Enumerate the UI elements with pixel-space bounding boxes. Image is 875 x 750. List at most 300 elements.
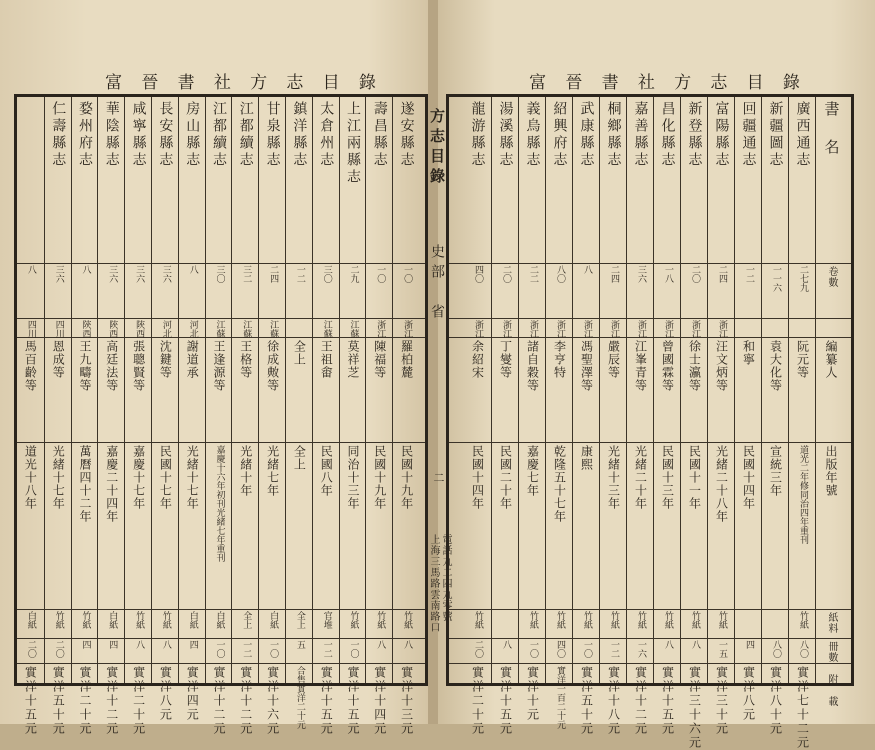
cell-name [708,97,735,263]
cell-year [72,442,99,609]
cell-region [72,318,99,337]
cell-vol [492,263,519,318]
cell-compiler-text: 恩成等 [51,340,66,379]
cell-year [627,442,654,609]
cell-paper-text: 白紙 [214,611,225,629]
header-char: 富 [529,73,547,93]
cell-paper [366,609,393,638]
cell-vol [464,263,491,318]
cell-year [492,442,519,609]
cell-name [313,97,340,263]
cell-year [546,442,573,609]
cell-compiler [708,337,735,442]
cell-paper-text: 白紙 [107,611,118,629]
cell-price [45,663,72,736]
table-row [761,97,789,736]
cell-vol [789,263,816,318]
heading-name-text: 書 名 [822,101,841,158]
cell-vol [313,263,340,318]
cell-count-text: 八〇 [798,640,808,658]
cell-name [762,97,789,263]
table-row [178,97,206,722]
table-row [124,97,152,736]
cell-price [762,663,789,736]
cell-compiler-text: 高廷法等 [104,340,119,392]
table-row [285,97,313,729]
cell-price-text: 實洋七十二元 [795,666,810,750]
cell-count [492,638,519,663]
cell-count-text: 八 [501,640,511,649]
cell-vol [125,263,152,318]
heading-count [816,638,846,707]
cell-region [366,318,393,337]
cell-name-text: 上江兩縣志 [344,101,361,186]
cell-region-text: 浙江 [501,320,511,338]
cell-vol [259,263,286,318]
cell-compiler [259,337,286,442]
cell-count [72,638,99,663]
cell-count [17,638,44,663]
cell-region [45,318,72,337]
page-number: 二 [432,472,445,483]
cell-vol [206,263,233,318]
cell-compiler-text: 嚴辰等 [606,340,621,379]
cell-compiler-text: 阮元等 [795,340,810,379]
cell-compiler-text: 莫祥芝 [345,340,360,379]
cell-vol [366,263,393,318]
cell-region-text: 江蘇 [348,320,359,338]
table-row [97,97,125,736]
header-char: 晉 [565,73,583,93]
cell-name [152,97,179,263]
cell-region [393,318,420,337]
cell-name [17,97,44,263]
cell-region [681,318,708,337]
cell-count-text: 四 [187,640,198,649]
cell-count-text: 八〇 [771,640,781,658]
cell-region [125,318,152,337]
cell-count [519,638,546,663]
cell-year-text: 道光二年修同治四年重刊 [798,445,808,544]
cell-paper-text: 竹紙 [348,611,359,629]
cell-price-text: 實洋二十元 [470,666,485,736]
cell-paper [98,609,125,638]
cell-region [627,318,654,337]
cell-year-text: 光緒七年 [265,445,280,497]
table-row [599,97,627,736]
cell-price [789,663,816,750]
cell-year [206,442,233,609]
cell-count [366,638,393,663]
cell-count-text: 一二 [241,640,252,658]
cell-price-text: 實洋三十元 [714,666,729,736]
cell-region [789,318,816,337]
cell-vol-text: 一一六 [771,265,781,292]
cell-paper-text: 竹紙 [555,611,565,629]
cell-name-text: 湯溪縣志 [497,101,514,169]
cell-region [340,318,367,337]
cell-count-text: 一〇 [268,640,279,658]
cell-name-text: 富陽縣志 [713,101,730,169]
cell-compiler [464,337,491,442]
cell-region [492,318,519,337]
cell-compiler-text: 陳福等 [372,340,387,379]
cell-price [286,663,313,729]
heading-paper-text: 紙料 [826,612,837,634]
cell-name-text: 華陰縣志 [103,101,120,169]
cell-price [492,663,519,736]
cell-count [232,638,259,663]
cell-price-text: 實洋五十元 [51,666,66,736]
table-row [707,97,735,736]
cell-price-text: 實洋十二元 [238,666,253,736]
cell-paper-text: 竹紙 [717,611,727,629]
cell-paper-text: 竹紙 [690,611,700,629]
cell-name-text: 嘉善縣志 [632,101,649,169]
table-row [151,97,179,722]
cell-year-text: 民國八年 [319,445,334,497]
cell-name-text: 桐鄉縣志 [605,101,622,169]
cell-price-text: 實洋十五元 [498,666,513,736]
cell-price-text: 實洋二十元 [77,666,92,736]
cell-year-text: 民國十一年 [687,445,702,510]
cell-name-text: 遂安縣志 [398,101,415,169]
header-char: 目 [322,73,340,93]
cell-paper [286,609,313,638]
cell-compiler-text: 徐士瀛等 [687,340,702,392]
cell-paper [654,609,681,638]
cell-year [735,442,762,609]
cell-vol-text: 四〇 [473,265,483,283]
cell-count-text: 二〇 [53,640,64,658]
cell-name [286,97,313,263]
cell-region-text: 浙江 [636,320,646,338]
cell-paper [681,609,708,638]
cell-name [232,97,259,263]
cell-year [519,442,546,609]
cell-region [313,318,340,337]
cell-count-text: 二〇 [25,640,36,658]
cell-vol-text: 一〇 [402,265,413,283]
cell-paper [45,609,72,638]
cell-compiler [286,337,313,442]
cell-count [45,638,72,663]
table-row [17,97,44,736]
cell-region [152,318,179,337]
cell-count-text: 八 [402,640,413,649]
cell-price-text: 實洋十五元 [660,666,675,736]
cell-year [232,442,259,609]
cell-compiler [340,337,367,442]
cell-count-text: 五 [294,640,305,649]
cell-paper-text: 白紙 [187,611,198,629]
cell-year [179,442,206,609]
cell-count-text: 四 [107,640,118,649]
cell-compiler [393,337,420,442]
cell-compiler-text: 羅柏麓 [399,340,414,379]
cell-region [206,318,233,337]
cell-year-text: 嘉慶十六年初刊光緒七年重刊 [214,445,225,562]
cell-vol [98,263,125,318]
header-char: 錄 [782,73,800,93]
cell-compiler-text: 汪文炳等 [714,340,729,392]
cell-count [125,638,152,663]
cell-compiler-text: 丁燮等 [498,340,513,379]
cell-vol-text: 三六 [53,265,64,283]
store-phone: 電話九二四九零號 [440,534,451,622]
cell-vol-text: 八 [80,265,91,274]
cell-vol [735,263,762,318]
cell-vol-text: 二七九 [798,265,808,292]
cell-price-text: 實洋二十元 [131,666,146,736]
cell-vol-text: 一〇 [375,265,386,283]
cell-compiler-text: 張聰賢等 [131,340,146,392]
cell-vol-text: 三六 [636,265,646,283]
cell-region-text: 河北 [187,320,198,338]
cell-count-text: 二〇 [473,640,483,658]
table-row [545,97,573,729]
cell-paper-text: 竹紙 [402,611,413,629]
cell-region-text: 浙江 [555,320,565,338]
cell-compiler-text: 李亨特 [552,340,567,379]
cell-compiler [45,337,72,442]
cell-paper [735,609,762,638]
cell-name-text: 回疆通志 [740,101,757,169]
header-char: 方 [250,73,268,93]
cell-region-text: 陝西 [107,320,118,338]
cell-count-text: 一五 [717,640,727,658]
cell-vol [393,263,420,318]
cell-vol-text: 二九 [348,265,359,283]
cell-vol [681,263,708,318]
cell-region-text: 浙江 [402,320,413,338]
cell-vol-text: 二〇 [690,265,700,283]
cell-name [125,97,152,263]
cell-name-text: 太倉州志 [318,101,335,169]
cell-name-text: 婺州府志 [76,101,93,169]
cell-paper [464,609,491,638]
cell-year [313,442,340,609]
cell-year-text: 同治十三年 [345,445,360,510]
cell-price [519,663,546,722]
cell-paper [492,609,519,638]
cell-count [735,638,762,663]
cell-name-text: 廣西通志 [794,101,811,169]
cell-vol-text: 八 [582,265,592,274]
cell-compiler-text: 全上 [292,340,307,366]
cell-region [286,318,313,337]
cell-price-text: 實洋五十元 [579,666,594,736]
cell-region-text: 河北 [160,320,171,338]
right-page-header [520,68,810,93]
cell-count [313,638,340,663]
cell-region-text: 浙江 [473,320,483,338]
cell-compiler [492,337,519,442]
cell-price-text: 實洋八元 [158,666,173,722]
cell-compiler [654,337,681,442]
cell-count-text: 一〇 [528,640,538,658]
cell-compiler [573,337,600,442]
cell-region [179,318,206,337]
cell-price [708,663,735,736]
cell-price [179,663,206,722]
cell-price [17,663,44,736]
cell-region [654,318,681,337]
cell-region-text: 陝西 [134,320,145,338]
cell-price [206,663,233,736]
cell-paper-text: 竹紙 [80,611,91,629]
header-char: 晉 [141,73,159,93]
section-label: 史部 省 [429,244,445,324]
cell-price-text: 實洋十五元 [345,666,360,736]
cell-name-text: 武康縣志 [578,101,595,169]
cell-paper-text: 竹紙 [375,611,386,629]
cell-count-text: 一六 [636,640,646,658]
cell-price-text: 實洋十元 [525,666,540,722]
cell-price-text: 實洋十八元 [606,666,621,736]
cell-year [789,442,816,609]
cell-vol [179,263,206,318]
cell-name-text: 江都續志 [237,101,254,169]
cell-price-text: 實洋十二元 [211,666,226,736]
cell-compiler [98,337,125,442]
cell-paper-text: 竹紙 [798,611,808,629]
cell-vol-text: 三六 [107,265,118,283]
cell-paper [125,609,152,638]
cell-paper [393,609,420,638]
cell-count [340,638,367,663]
cell-name [206,97,233,263]
cell-paper-text: 竹紙 [134,611,145,629]
table-row [680,97,708,750]
cell-compiler-text: 徐成敟等 [265,340,280,392]
cell-count [206,638,233,663]
cell-price-text: 合售實洋二十元 [294,666,305,729]
cell-count [708,638,735,663]
cell-compiler-text: 袁大化等 [768,340,783,392]
cell-name-text: 咸寧縣志 [130,101,147,169]
cell-vol-text: 三二 [241,265,252,283]
cell-name [72,97,99,263]
cell-name-text: 龍游縣志 [469,101,486,169]
cell-vol [286,263,313,318]
cell-vol-text: 三〇 [214,265,225,283]
cell-compiler [232,337,259,442]
cell-name [681,97,708,263]
cell-price [259,663,286,736]
right-table [446,94,854,750]
cell-name [573,97,600,263]
cell-count [259,638,286,663]
cell-paper-text: 白紙 [25,611,36,629]
cell-vol-text: 二四 [268,265,279,283]
cell-region [98,318,125,337]
header-char: 社 [213,73,231,93]
cell-name-text: 紹興府志 [551,101,568,169]
cell-paper [340,609,367,638]
table-row [365,97,393,736]
cell-paper [708,609,735,638]
cell-region-text: 浙江 [663,320,673,338]
cell-region-text: 江蘇 [241,320,252,338]
cell-price-text: 實洋三十六元 [687,666,702,750]
cell-count-text: 一二 [321,640,332,658]
cell-vol [600,263,627,318]
cell-price-text: 實洋十六元 [265,666,280,736]
cell-year-text: 民國十九年 [399,445,414,510]
cell-year-text: 光緒十年 [238,445,253,497]
cell-year-text: 光緒十七年 [51,445,66,510]
cell-paper-text: 竹紙 [609,611,619,629]
cell-name [492,97,519,263]
cell-count-text: 一〇 [582,640,592,658]
cell-paper [72,609,99,638]
header-char: 方 [674,73,692,93]
cell-compiler [313,337,340,442]
cell-paper-text: 竹紙 [663,611,673,629]
cell-compiler-text: 馬百齡等 [23,340,38,392]
cell-name [546,97,573,263]
cell-price-text: 實洋十三元 [399,666,414,736]
cell-count [179,638,206,663]
cell-vol-text: 二二 [528,265,538,283]
cell-vol-text: 八〇 [555,265,565,283]
cell-compiler-text: 曾國霖等 [660,340,675,392]
cell-year [366,442,393,609]
cell-paper-text: 竹紙 [636,611,646,629]
table-row [71,97,99,736]
cell-vol [627,263,654,318]
cell-year-text: 民國二十年 [498,445,513,510]
cell-year [708,442,735,609]
cell-name-text: 甘泉縣志 [264,101,281,169]
cell-count [393,638,420,663]
cell-price-text: 實洋四元 [185,666,200,722]
cell-year [654,442,681,609]
cell-compiler [519,337,546,442]
cell-compiler [735,337,762,442]
cell-name-text: 新疆圖志 [767,101,784,169]
cell-year-text: 乾隆五十七年 [552,445,567,523]
cell-price [735,663,762,722]
cell-year-text: 宣統三年 [768,445,783,497]
cell-region-text: 浙江 [717,320,727,338]
cell-price [340,663,367,736]
cell-year [762,442,789,609]
heading-paper [816,609,846,638]
cell-compiler-text: 王逢源等 [211,340,226,392]
cell-price [600,663,627,736]
cell-year [600,442,627,609]
cell-name-text: 仁壽縣志 [50,101,67,169]
cell-price-text: 實洋十四元 [372,666,387,736]
cell-region [232,318,259,337]
header-char: 志 [286,73,304,93]
cell-price [232,663,259,736]
cell-name [393,97,420,263]
center-spine-column [418,94,452,686]
cell-price [152,663,179,722]
cell-paper [313,609,340,638]
cell-name [45,97,72,263]
table-row [312,97,340,736]
header-char: 錄 [358,73,376,93]
cell-compiler-text: 江峯青等 [633,340,648,392]
cell-vol-text: 八 [187,265,198,274]
cell-count-text: 一二 [609,640,619,658]
cell-vol [573,263,600,318]
cell-paper-text: 竹紙 [473,611,483,629]
